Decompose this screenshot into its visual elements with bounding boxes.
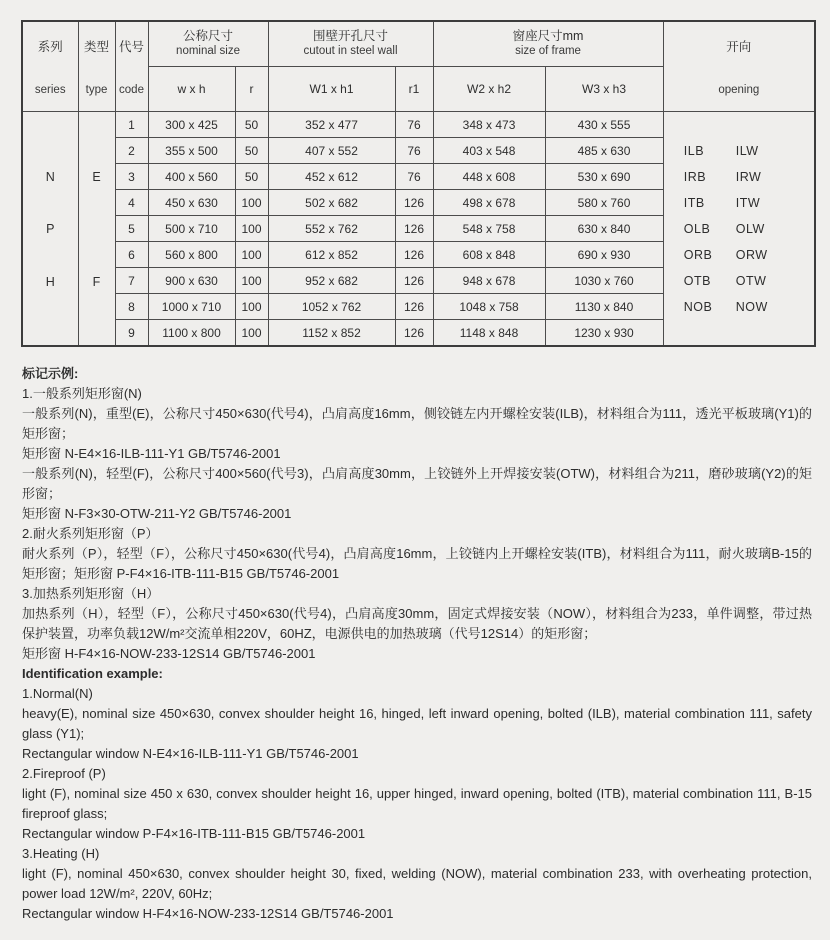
cell-w1h1: 1052 x 762 — [268, 294, 395, 320]
cell-code: 7 — [115, 268, 148, 294]
subcol-wh: w x h — [148, 67, 235, 112]
cell-r: 100 — [235, 190, 268, 216]
opening-code: ORW — [735, 247, 768, 262]
note-line: 加热系列（H），轻型（F），公称尺寸450×630(代号4)，凸肩高度30mm，固定式焊接安装（NOW），材料组合为233，单件调整，带过热保护装置，功率负载12W/m²交流单相220V，60HZ，电源供电的加热玻璃（代号12S14）的矩形窗； — [22, 606, 812, 641]
series-letter: N — [45, 170, 55, 185]
cell-w1h1: 352 x 477 — [268, 112, 395, 138]
cell-code: 8 — [115, 294, 148, 320]
series-label-en: series — [34, 84, 66, 96]
opening-code: ITB — [683, 195, 705, 210]
note-line: 一般系列(N)，轻型(F)，公称尺寸400×560(代号3)，凸肩高度30mm，上铰链外上开焊接安装(OTW)，材料组合为211，磨砂玻璃(Y2)的矩形窗； — [22, 466, 812, 501]
opening-code: ORB — [683, 247, 713, 262]
cell-r: 100 — [235, 216, 268, 242]
opening-code: OTW — [735, 273, 767, 288]
cell-w1h1: 952 x 682 — [268, 268, 395, 294]
col-header-cutout — [268, 21, 433, 67]
table-header — [22, 21, 815, 112]
cell-r: 100 — [235, 268, 268, 294]
cell-w1h1: 452 x 612 — [268, 164, 395, 190]
cell-w3h3: 430 x 555 — [545, 112, 663, 138]
cell-wh: 1000 x 710 — [148, 294, 235, 320]
cell-w3h3: 630 x 840 — [545, 216, 663, 242]
cell-w2h2: 548 x 758 — [433, 216, 545, 242]
note-line: 耐火系列（P），轻型（F），公称尺寸450×630(代号4)，凸肩高度16mm，上铰链内上开螺栓安装(ITB)，材料组合为111，耐火玻璃B-15的矩形窗；矩形窗 P-F4×16-ITB-111-B15 GB/T5746-2001 — [22, 546, 812, 581]
opening-code: NOW — [735, 299, 768, 314]
note-line: 1.Normal(N) — [22, 686, 93, 701]
note-line: 2.Fireproof (P) — [22, 766, 106, 781]
note-line: 2.耐火系列矩形窗（P） — [22, 526, 159, 541]
cell-code: 5 — [115, 216, 148, 242]
type-letters — [79, 112, 115, 345]
cell-w1h1: 1152 x 852 — [268, 320, 395, 347]
subcol-r1: r1 — [395, 67, 433, 112]
frame-label-en: size of frame — [515, 45, 581, 57]
cell-r1: 126 — [395, 190, 433, 216]
table-body — [22, 112, 815, 347]
nominal-label-zh: 公称尺寸 — [183, 29, 234, 43]
col-header-code — [115, 21, 148, 112]
opening-codes — [664, 112, 815, 345]
cell-w2h2: 948 x 678 — [433, 268, 545, 294]
series-label-zh: 系列 — [37, 40, 63, 54]
cell-w2h2: 1048 x 758 — [433, 294, 545, 320]
series-letters — [23, 112, 78, 345]
opening-code: IRB — [683, 169, 707, 184]
cell-w3h3: 1130 x 840 — [545, 294, 663, 320]
subcol-r: r — [235, 67, 268, 112]
col-header-frame-size — [433, 21, 663, 67]
cell-code: 1 — [115, 112, 148, 138]
cell-r1: 126 — [395, 242, 433, 268]
cell-wh: 500 x 710 — [148, 216, 235, 242]
opening-code: ILW — [735, 143, 759, 158]
cell-r: 50 — [235, 112, 268, 138]
cell-r1: 126 — [395, 268, 433, 294]
cell-w2h2: 448 x 608 — [433, 164, 545, 190]
cell-wh: 1100 x 800 — [148, 320, 235, 347]
opening-code: OTB — [683, 273, 711, 288]
subcol-w1h1: W1 x h1 — [268, 67, 395, 112]
note-line: 矩形窗 H-F4×16-NOW-233-12S14 GB/T5746-2001 — [22, 646, 316, 661]
cutout-label-en: cutout in steel wall — [303, 45, 398, 57]
code-label-en: code — [119, 84, 144, 96]
series-letter: H — [45, 275, 55, 290]
header-row-1 — [22, 21, 815, 67]
opening-code: OLW — [735, 221, 765, 236]
cell-r: 100 — [235, 294, 268, 320]
note-line: 标记示例: — [22, 366, 79, 381]
type-letter: E — [92, 170, 101, 185]
note-line: 一般系列(N)，重型(E)，公称尺寸450×630(代号4)，凸肩高度16mm，侧铰链左内开螺栓安装(ILB)，材料组合为111，透光平板玻璃(Y1)的矩形窗； — [22, 406, 812, 441]
note-line: heavy(E), nominal size 450×630, convex shoulder height 16, hinged, left inward opening, bolted (ILB), material combination 111, safety glass (Y1); — [22, 706, 812, 741]
note-line: 矩形窗 N-F3×30-OTW-211-Y2 GB/T5746-2001 — [22, 506, 292, 521]
cell-w3h3: 580 x 760 — [545, 190, 663, 216]
cell-w1h1: 502 x 682 — [268, 190, 395, 216]
type-label-zh: 类型 — [83, 40, 109, 54]
cell-w2h2: 1148 x 848 — [433, 320, 545, 347]
cell-r1: 76 — [395, 112, 433, 138]
col-header-nominal-size — [148, 21, 268, 67]
table-row — [22, 112, 815, 138]
cell-w1h1: 552 x 762 — [268, 216, 395, 242]
note-line: 3.加热系列矩形窗（H） — [22, 586, 160, 601]
cell-w3h3: 1230 x 930 — [545, 320, 663, 347]
col-header-opening — [663, 21, 815, 112]
opening-code: ITW — [735, 195, 761, 210]
opening-cell — [663, 112, 815, 347]
note-line: 3.Heating (H) — [22, 846, 100, 861]
note-line: 矩形窗 N-E4×16-ILB-111-Y1 GB/T5746-2001 — [22, 446, 281, 461]
cell-wh: 400 x 560 — [148, 164, 235, 190]
cell-w2h2: 608 x 848 — [433, 242, 545, 268]
note-line: light (F), nominal size 450 x 630, convex shoulder height 16, upper hinged, inward opening, bolted (ITB), material combination 111, B-15 fireproof glass; — [22, 786, 812, 821]
cell-r1: 76 — [395, 164, 433, 190]
cell-w1h1: 407 x 552 — [268, 138, 395, 164]
cell-r1: 76 — [395, 138, 433, 164]
note-line: 1.一般系列矩形窗(N) — [22, 386, 142, 401]
cell-r: 50 — [235, 138, 268, 164]
nominal-label-en: nominal size — [176, 45, 240, 57]
note-line: Identification example: — [22, 666, 163, 681]
frame-label-zh: 窗座尺寸mm — [512, 29, 584, 43]
cell-w2h2: 498 x 678 — [433, 190, 545, 216]
opening-code: OLB — [683, 221, 711, 236]
col-header-series — [22, 21, 78, 112]
cell-r: 100 — [235, 320, 268, 347]
cell-w2h2: 348 x 473 — [433, 112, 545, 138]
opening-label-en: opening — [718, 84, 760, 96]
cell-w3h3: 690 x 930 — [545, 242, 663, 268]
cell-code: 6 — [115, 242, 148, 268]
cutout-label-zh: 围壁开孔尺寸 — [313, 29, 389, 43]
cell-code: 9 — [115, 320, 148, 347]
cell-w2h2: 403 x 548 — [433, 138, 545, 164]
cell-r1: 126 — [395, 216, 433, 242]
code-label-zh: 代号 — [118, 40, 144, 54]
cell-code: 2 — [115, 138, 148, 164]
cell-r: 100 — [235, 242, 268, 268]
note-line: Rectangular window H-F4×16-NOW-233-12S14 GB/T5746-2001 — [22, 906, 394, 921]
opening-code: ILB — [683, 143, 705, 158]
cell-w1h1: 612 x 852 — [268, 242, 395, 268]
cell-wh: 300 x 425 — [148, 112, 235, 138]
cell-r1: 126 — [395, 294, 433, 320]
note-line: Rectangular window N-E4×16-ILB-111-Y1 GB/T5746-2001 — [22, 746, 359, 761]
type-label-en: type — [85, 84, 108, 96]
cell-wh: 560 x 800 — [148, 242, 235, 268]
cell-r1: 126 — [395, 320, 433, 347]
type-cell — [78, 112, 115, 347]
note-line: light (F), nominal 450×630, convex shoulder height 30, fixed, welding (NOW), material combination 233, with overheating protection, power load 12W/m², 220V, 60Hz; — [22, 866, 812, 901]
cell-code: 4 — [115, 190, 148, 216]
cell-w3h3: 1030 x 760 — [545, 268, 663, 294]
cell-wh: 355 x 500 — [148, 138, 235, 164]
cell-code: 3 — [115, 164, 148, 190]
series-cell — [22, 112, 78, 347]
subcol-w3h3: W3 x h3 — [545, 67, 663, 112]
window-spec-table — [21, 20, 816, 347]
note-line: Rectangular window P-F4×16-ITB-111-B15 GB/T5746-2001 — [22, 826, 366, 841]
opening-label-zh: 开向 — [726, 40, 752, 54]
subcol-w2h2: W2 x h2 — [433, 67, 545, 112]
opening-code: NOB — [683, 299, 713, 314]
type-letter: F — [92, 275, 101, 290]
col-header-type — [78, 21, 115, 112]
opening-code: IRW — [735, 169, 762, 184]
cell-wh: 450 x 630 — [148, 190, 235, 216]
notes-section — [22, 364, 812, 924]
cell-r: 50 — [235, 164, 268, 190]
cell-w3h3: 485 x 630 — [545, 138, 663, 164]
cell-wh: 900 x 630 — [148, 268, 235, 294]
series-letter: P — [46, 221, 55, 236]
cell-w3h3: 530 x 690 — [545, 164, 663, 190]
